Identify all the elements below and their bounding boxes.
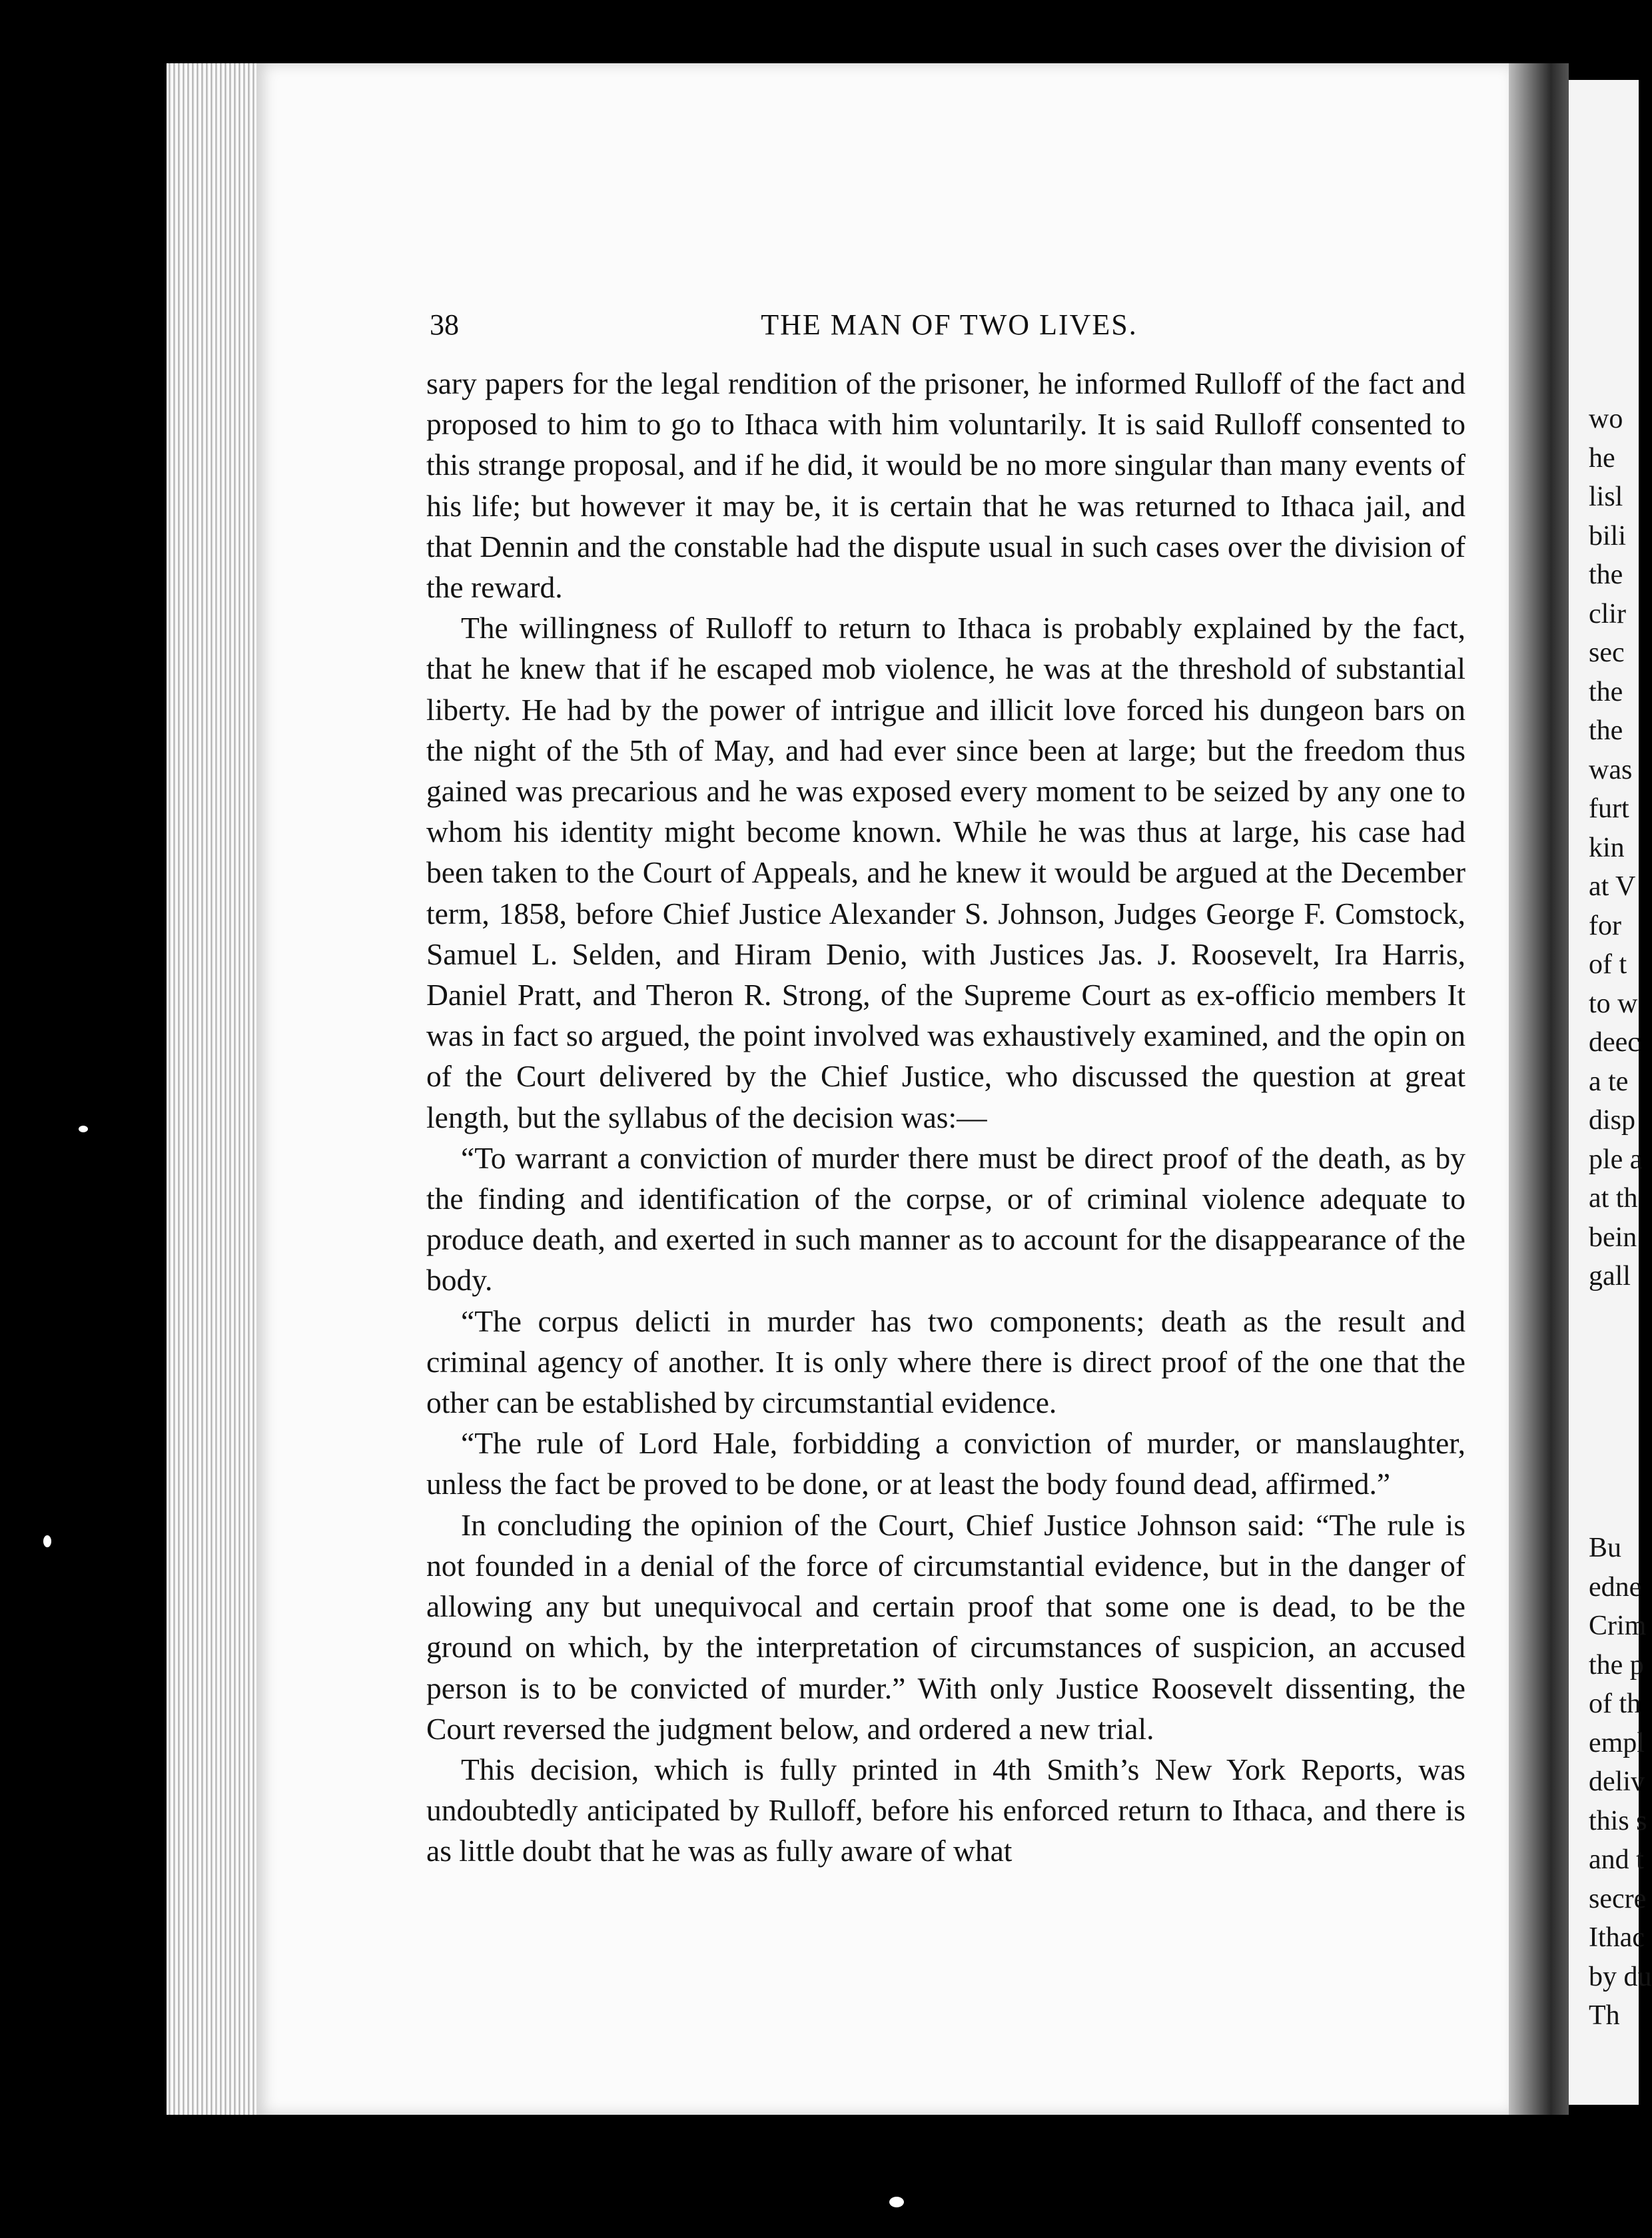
facing-line: the (1589, 715, 1623, 746)
facing-line: he (1589, 442, 1615, 474)
page-edges (167, 63, 266, 2115)
facing-line: gall (1589, 1261, 1631, 1292)
paragraph: The willingness of Rulloff to return to Ithaca is probably explained by the fact, that he knew that if he escaped mob violence, he was at the threshold of substantial liberty. He had by the power of intrigue and illicit love forced his dungeon bars on the night of the 5th of May, and had ever since been at large; but the freedom thus gained was precarious and he was exposed every moment to be seized by any one to whom his identity might become known. While he was thus at large, his case had been taken to the Court of Appeals, and he knew it would be argued at the December term, 1858, before Chief Justice Alexander S. Johnson, Judges George F. Comstock, Samuel L. Selden, and Hiram Denio, with Justices Jas. J. Roosevelt, Ira Harris, Daniel Pratt, and Theron R. Strong, of the Supreme Court as ex-officio members It was in fact so argued, the point involved was exhaustively examined, and the opin on of the Court delivered by the Chief Justice, who discussed the question at great length, but the syllabus of the decision was:— (426, 611, 1465, 1134)
paragraph: sary papers for the legal rendition of the prisoner, he informed Rulloff of the fact and proposed to him to go to Ithaca with him voluntarily. It is said Rulloff consented to this strange proposal, and if he did, it would be no more singular than many events of his life; but however it may be, it is certain that he was returned to Ithaca jail, and that Dennin and the constable had the dispute usual in such cases over the division of the reward. (426, 366, 1465, 605)
facing-line: empl (1589, 1727, 1645, 1758)
facing-line: sec (1589, 637, 1625, 668)
facing-line: at V (1589, 871, 1636, 902)
facing-line: kin (1589, 832, 1625, 863)
facing-line: lisl (1589, 482, 1623, 512)
facing-line: by du (1589, 1961, 1652, 1992)
book-gutter (1509, 63, 1569, 2115)
quotation-paragraph: “The rule of Lord Hale, forbidding a conviction of murder, or manslaughter, unless the fact be proved to be done, or at least the body found dead, affirmed.” (426, 1426, 1465, 1501)
paragraph: In concluding the opinion of the Court, Chief Justice Johnson said: “The rule is not founded in a denial of the force of circumstantial evidence, but in the danger of allowing any but unequivocal and certain proof that some one is dead, to be the ground on which, by the interpretation of circumstances of suspicion, an accused person is to be convicted of murder.” With only Justice Roosevelt dissenting, the Court reversed the judgment below, and ordered a new trial. (426, 1507, 1465, 1746)
facing-line: of th (1589, 1688, 1641, 1719)
facing-line: edne (1589, 1571, 1642, 1603)
scan-blemish (889, 2197, 904, 2207)
facing-line: furt (1589, 793, 1629, 824)
running-head (430, 308, 1469, 348)
facing-line: bili (1589, 520, 1627, 552)
facing-line: Ithac (1589, 1922, 1645, 1953)
facing-line: secre (1589, 1883, 1647, 1914)
facing-line: a te (1589, 1066, 1629, 1097)
running-title: THE MAN OF TWO LIVES. (761, 308, 1138, 341)
page-number: 38 (430, 308, 459, 341)
facing-line: clir (1589, 598, 1626, 629)
facing-line: wo (1589, 404, 1623, 434)
paragraph: This decision, which is fully printed in 4th Smith’s New York Reports, was undoubtedly anticipated by Rulloff, before his enforced return to Ithaca, and there is as little doubt that he was as fully aware of what (426, 1752, 1465, 1868)
facing-line: Th (1589, 2000, 1620, 2031)
scan-blemish (43, 1535, 51, 1547)
scan-blemish (79, 1126, 88, 1132)
facing-line: the p (1589, 1649, 1644, 1680)
facing-line: and t (1589, 1844, 1644, 1875)
quotation-paragraph: “The corpus delicti in murder has two components; death as the result and criminal agency of another. It is only where there is direct proof of the one that the other can be established by circumstantial evidence. (426, 1304, 1465, 1420)
facing-line: ple a (1589, 1144, 1643, 1175)
facing-line: at th (1589, 1183, 1638, 1214)
facing-line: for (1589, 910, 1621, 941)
facing-line: Crim (1589, 1611, 1647, 1641)
facing-line: the (1589, 560, 1623, 590)
facing-line: deliv (1589, 1766, 1645, 1797)
quotation-paragraph: “To warrant a conviction of murder there must be direct proof of the death, as by the finding and identification of the corpse, or of criminal violence adequate to produce death, and exerted in such manner as to account for the disappearance of the body. (426, 1140, 1465, 1298)
body-text (426, 363, 1465, 1988)
facing-line: bein (1589, 1222, 1637, 1253)
facing-line: to w (1589, 988, 1638, 1019)
facing-line: this s (1589, 1805, 1647, 1836)
facing-line: deec (1589, 1027, 1640, 1058)
facing-line: disp (1589, 1105, 1636, 1136)
facing-line: the (1589, 676, 1623, 707)
facing-line: was (1589, 754, 1633, 785)
facing-line: Bu (1589, 1533, 1622, 1563)
facing-lower-block (1589, 1529, 1652, 2036)
facing-line: of t (1589, 949, 1627, 980)
facing-page-text (1589, 400, 1652, 2065)
